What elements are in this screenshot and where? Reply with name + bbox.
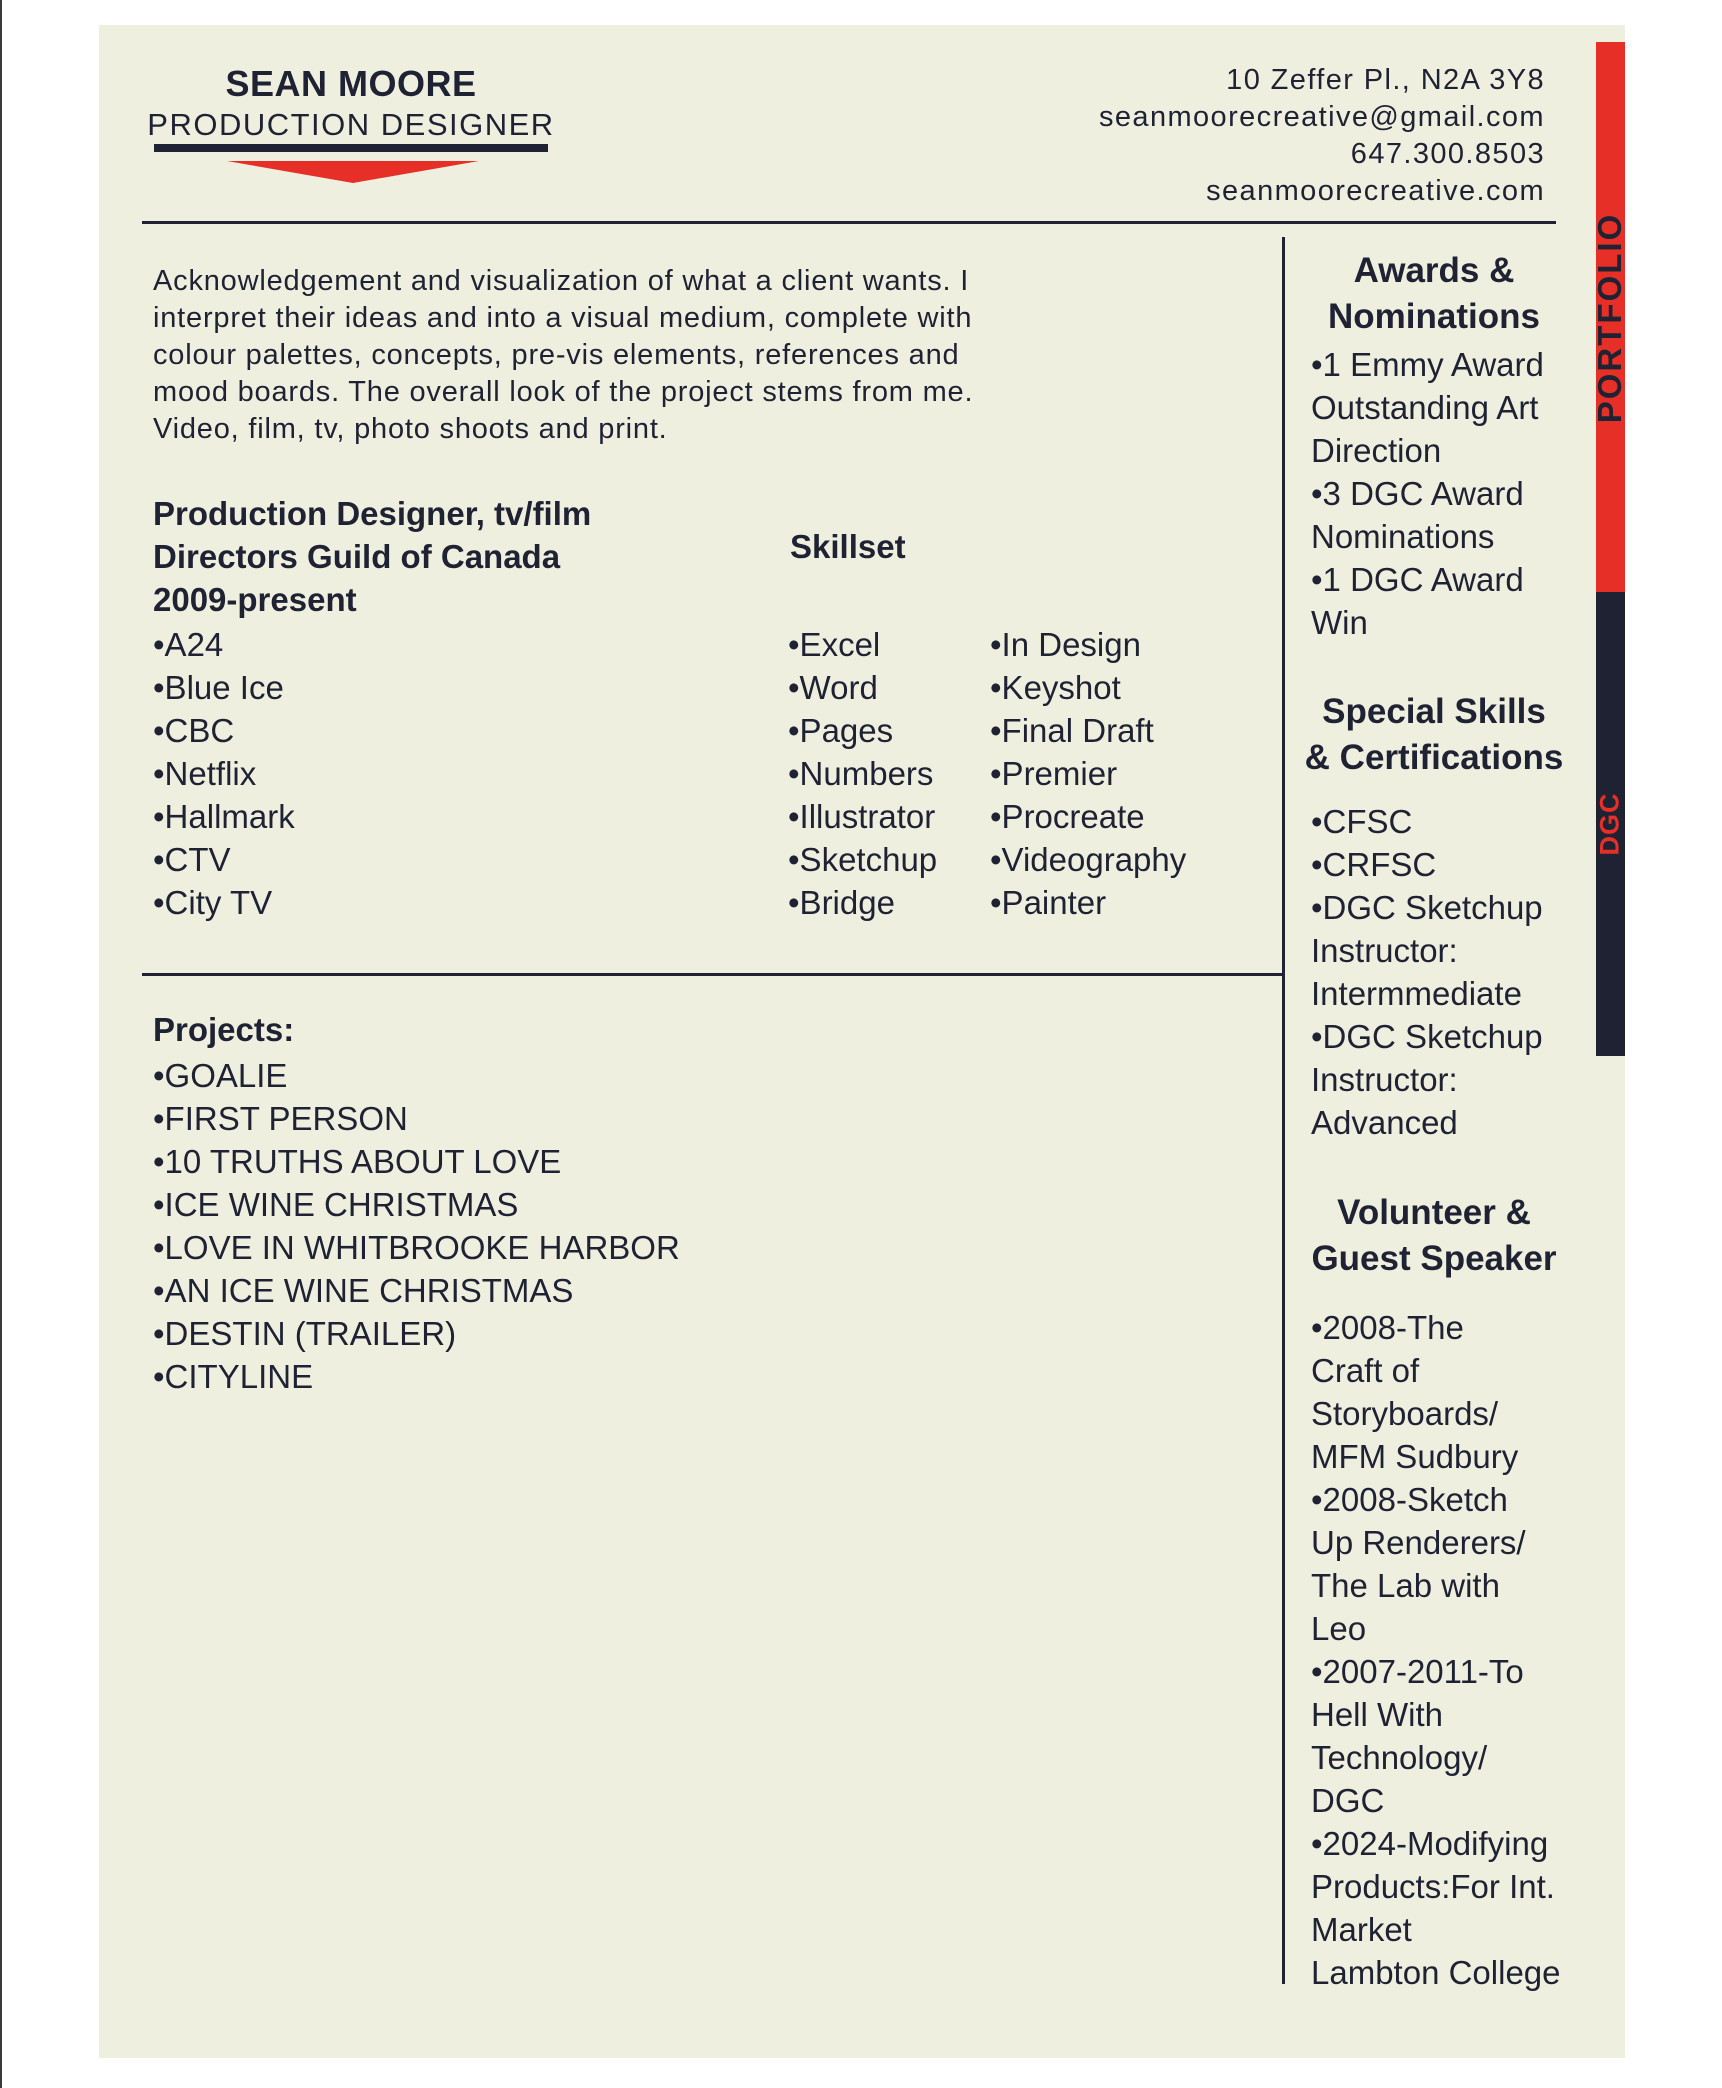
list-item: Instructor: [1311, 1061, 1458, 1098]
list-item: •CRFSC [1311, 846, 1437, 883]
list-item: Up Renderers/ [1311, 1524, 1526, 1561]
list-item: •DGC Sketchup [1311, 889, 1543, 926]
list-item: •City TV [153, 884, 273, 921]
list-item: •Word [788, 669, 878, 706]
dgc-tab-label[interactable]: DGC [1594, 792, 1625, 856]
volunteer-heading [1292, 1190, 1576, 1282]
list-item: •GOALIE [153, 1057, 288, 1094]
list-item: •AN ICE WINE CHRISTMAS [153, 1272, 574, 1309]
list-item: •Bridge [788, 884, 895, 921]
list-item: •CITYLINE [153, 1358, 314, 1395]
list-item: •DGC Sketchup [1311, 1018, 1543, 1055]
list-item: Craft of [1311, 1352, 1420, 1389]
list-item: •Procreate [990, 798, 1145, 835]
volunteer-list [1311, 1306, 1591, 1994]
heading-line: Volunteer & [1337, 1193, 1531, 1232]
projects-heading: Projects: [153, 1011, 295, 1048]
list-item: Instructor: [1311, 932, 1458, 969]
list-item: •DESTIN (TRAILER) [153, 1315, 457, 1352]
list-item: Win [1311, 604, 1368, 641]
list-item: Intermmediate [1311, 975, 1522, 1012]
list-item: •Premier [990, 755, 1118, 792]
role-title: PRODUCTION DESIGNER [147, 107, 555, 142]
list-item: Outstanding Art [1311, 389, 1539, 426]
list-item: Leo [1311, 1610, 1367, 1647]
name-heading: SEAN MOORE [225, 63, 477, 104]
list-item: •Excel [788, 626, 881, 663]
list-item: •Blue Ice [153, 669, 284, 706]
contact-block [1099, 62, 1545, 210]
list-item: Market [1311, 1911, 1412, 1948]
title-underline [154, 144, 548, 152]
project-list [153, 1054, 680, 1398]
heading-line: & Certifications [1304, 738, 1564, 777]
list-item: •2007-2011-To [1311, 1653, 1524, 1690]
summary-paragraph: Acknowledgement and visualization of what a client wants. I interpret their ideas and into a visual medium, complete with colour palettes, concepts, pre-vis elements, references and mood boards. The overall look of the project stems from me. Video, film, tv, photo shoots and print. [153, 265, 974, 445]
list-item: Nominations [1311, 518, 1495, 555]
special-skills-heading [1292, 689, 1576, 781]
website-link[interactable]: seanmoorecreative.com [1206, 175, 1545, 207]
portfolio-tab-label[interactable]: PORTFOLIO [1591, 212, 1628, 424]
list-item: •Painter [990, 884, 1107, 921]
header-divider [142, 221, 1556, 224]
list-item: •2008-The [1311, 1309, 1464, 1346]
list-item: •FIRST PERSON [153, 1100, 408, 1137]
experience-heading [153, 492, 591, 621]
list-item: •In Design [990, 626, 1141, 663]
heading-line: Awards & [1353, 251, 1515, 290]
special-skills-list [1311, 800, 1591, 1144]
list-item: •A24 [153, 626, 224, 663]
list-item: •Numbers [788, 755, 934, 792]
list-item: •1 DGC Award [1311, 561, 1524, 598]
list-item: •10 TRUTHS ABOUT LOVE [153, 1143, 562, 1180]
list-item: •3 DGC Award [1311, 475, 1524, 512]
list-item: The Lab with [1311, 1567, 1500, 1604]
list-item: •Pages [788, 712, 894, 749]
heading-line: Special Skills [1322, 692, 1546, 731]
email-link[interactable]: seanmoorecreative@gmail.com [1098, 101, 1545, 133]
client-list [153, 623, 295, 924]
skillset-heading: Skillset [790, 528, 906, 565]
awards-heading [1292, 248, 1576, 340]
list-item: •LOVE IN WHITBROOKE HARBOR [153, 1229, 680, 1266]
list-item: Advanced [1311, 1104, 1458, 1141]
list-item: •Sketchup [788, 841, 938, 878]
list-item: •1 Emmy Award [1311, 346, 1544, 383]
chevron-down-icon [227, 161, 479, 183]
list-item: Technology/ [1311, 1739, 1488, 1776]
list-item: •Videography [990, 841, 1187, 878]
list-item: DGC [1311, 1782, 1385, 1819]
list-item: Lambton College [1311, 1954, 1561, 1991]
list-item: •CTV [153, 841, 231, 878]
list-item: •Netflix [153, 755, 257, 792]
list-item: •CBC [153, 712, 235, 749]
list-item: Direction [1311, 432, 1442, 469]
skillset-column-1 [788, 623, 937, 924]
address-text: 10 Zeffer Pl., N2A 3Y8 [1226, 64, 1545, 96]
job-dates: 2009-present [153, 581, 357, 618]
list-item: •ICE WINE CHRISTMAS [153, 1186, 519, 1223]
list-item: •Hallmark [153, 798, 295, 835]
awards-list [1311, 343, 1591, 644]
list-item: Storyboards/ [1311, 1395, 1499, 1432]
skillset-column-2 [990, 623, 1186, 924]
list-item: •2024-Modifying [1311, 1825, 1549, 1862]
page-edge [0, 0, 2, 2088]
list-item: •Illustrator [788, 798, 936, 835]
list-item: •Keyshot [990, 669, 1121, 706]
list-item: Products:For Int. [1311, 1868, 1555, 1905]
list-item: MFM Sudbury [1311, 1438, 1519, 1475]
column-divider [1282, 237, 1285, 1984]
list-item: Hell With [1311, 1696, 1444, 1733]
list-item: •CFSC [1311, 803, 1413, 840]
section-divider [142, 973, 1282, 976]
job-organization: Directors Guild of Canada [153, 538, 561, 575]
heading-line: Guest Speaker [1311, 1239, 1557, 1278]
heading-line: Nominations [1328, 297, 1540, 336]
list-item: •2008-Sketch [1311, 1481, 1508, 1518]
job-title: Production Designer, tv/film [153, 495, 592, 532]
phone-text: 647.300.8503 [1350, 138, 1545, 170]
list-item: •Final Draft [990, 712, 1154, 749]
